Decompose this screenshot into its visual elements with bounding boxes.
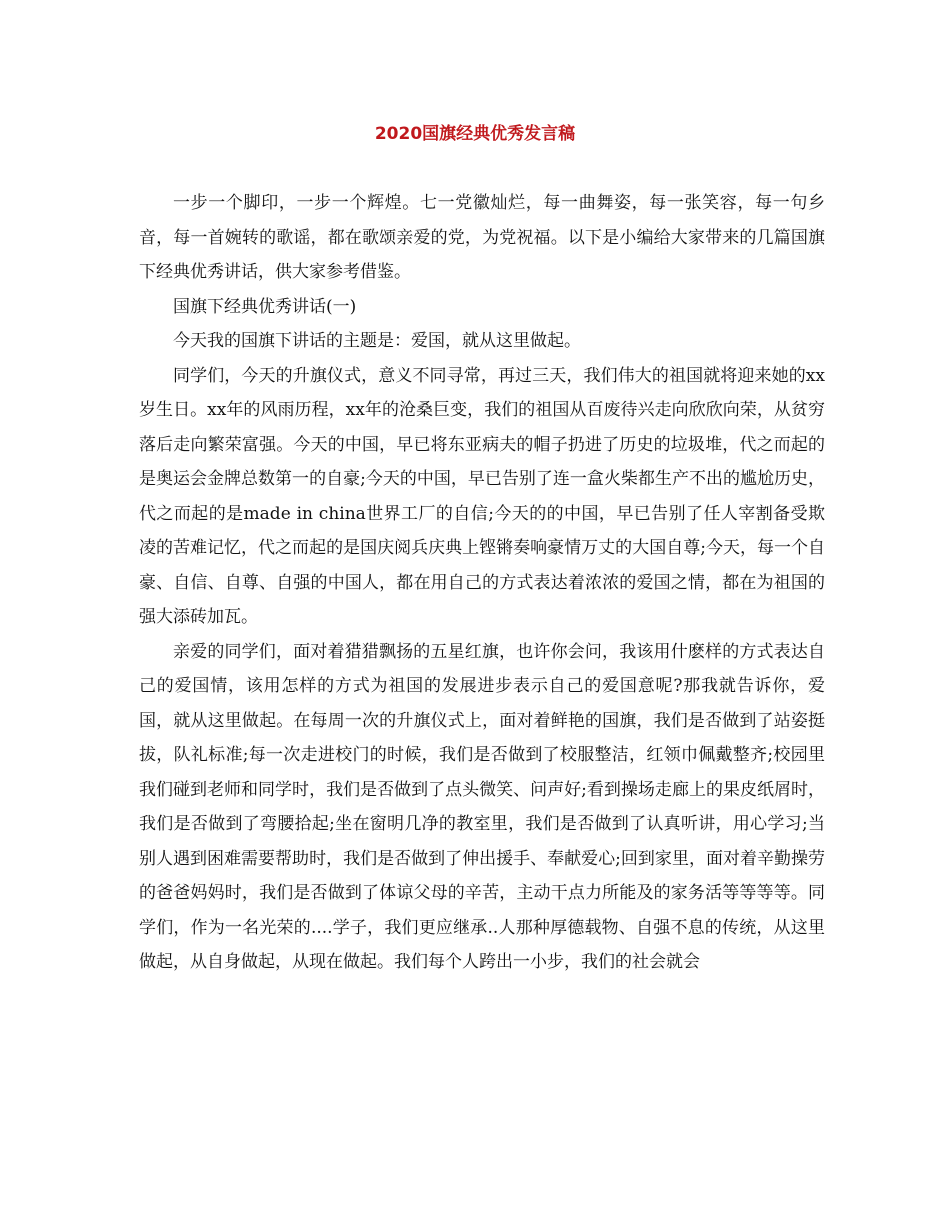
document-title: 2020国旗经典优秀发言稿	[374, 124, 576, 144]
paragraph-theme: 今天我的国旗下讲话的主题是：爱国，就从这里做起。	[173, 331, 581, 351]
paragraph-section-heading: 国旗下经典优秀讲话(一)	[173, 296, 357, 317]
paragraph-body-1: 同学们，今天的升旗仪式，意义不同寻常，再过三天，我们伟大的祖国就将迎来她的xx岁生日。xx年的风雨历程，xx年的沧桑巨变，我们的祖国从百废待兴走向欣欣向荣，从贫穷落后走向繁荣富强。今天的中国，早已将东亚病夫的帽子扔进了历史的垃圾堆，代之而起的是奥运会金牌总数第一的自豪;今天的中国，早已告别了连一盒火柴都生产不出的尴尬历史，代之而起的是made in china世界工厂的自信;今天的的中国，早已告别了任人宰割备受欺凌的苦难记忆，代之而起的是国庆阅兵庆典上铿锵奏响豪情万丈的大国自尊;今天，每一个自豪、自信、自尊、自强的中国人，都在用自己的方式表达着浓浓的爱国之情，都在为祖国的强大添砖加瓦。	[139, 365, 825, 627]
document-body	[139, 186, 825, 980]
paragraph-intro: 一步一个脚印，一步一个辉煌。七一党徽灿烂，每一曲舞姿，每一张笑容，每一句乡音，每一首婉转的歌谣，都在歌颂亲爱的党，为党祝福。以下是小编给大家带来的几篇国旗下经典优秀讲话，供大家参考借鉴。	[139, 193, 825, 282]
paragraph-body-2: 亲爱的同学们，面对着猎猎飘扬的五星红旗，也许你会问，我该用什麽样的方式表达自己的爱国情，该用怎样的方式为祖国的发展进步表示自己的爱国意呢?那我就告诉你，爱国，就从这里做起。在每周一次的升旗仪式上，面对着鲜艳的国旗，我们是否做到了站姿挺拔，队礼标准;每一次走进校门的时候，我们是否做到了校服整洁，红领巾佩戴整齐;校园里我们碰到老师和同学时，我们是否做到了点头微笑、问声好;看到操场走廊上的果皮纸屑时，我们是否做到了弯腰拾起;坐在窗明几净的教室里，我们是否做到了认真听讲，用心学习;当别人遇到困难需要帮助时，我们是否做到了伸出援手、奉献爱心;回到家里，面对着辛勤操劳的爸爸妈妈时，我们是否做到了体谅父母的辛苦，主动干点力所能及的家务活等等等等。同学们，作为一名光荣的....学子，我们更应继承..人那种厚德载物、自强不息的传统，从这里做起，从自身做起，从现在做起。我们每个人跨出一小步，我们的社会就会	[139, 641, 825, 972]
